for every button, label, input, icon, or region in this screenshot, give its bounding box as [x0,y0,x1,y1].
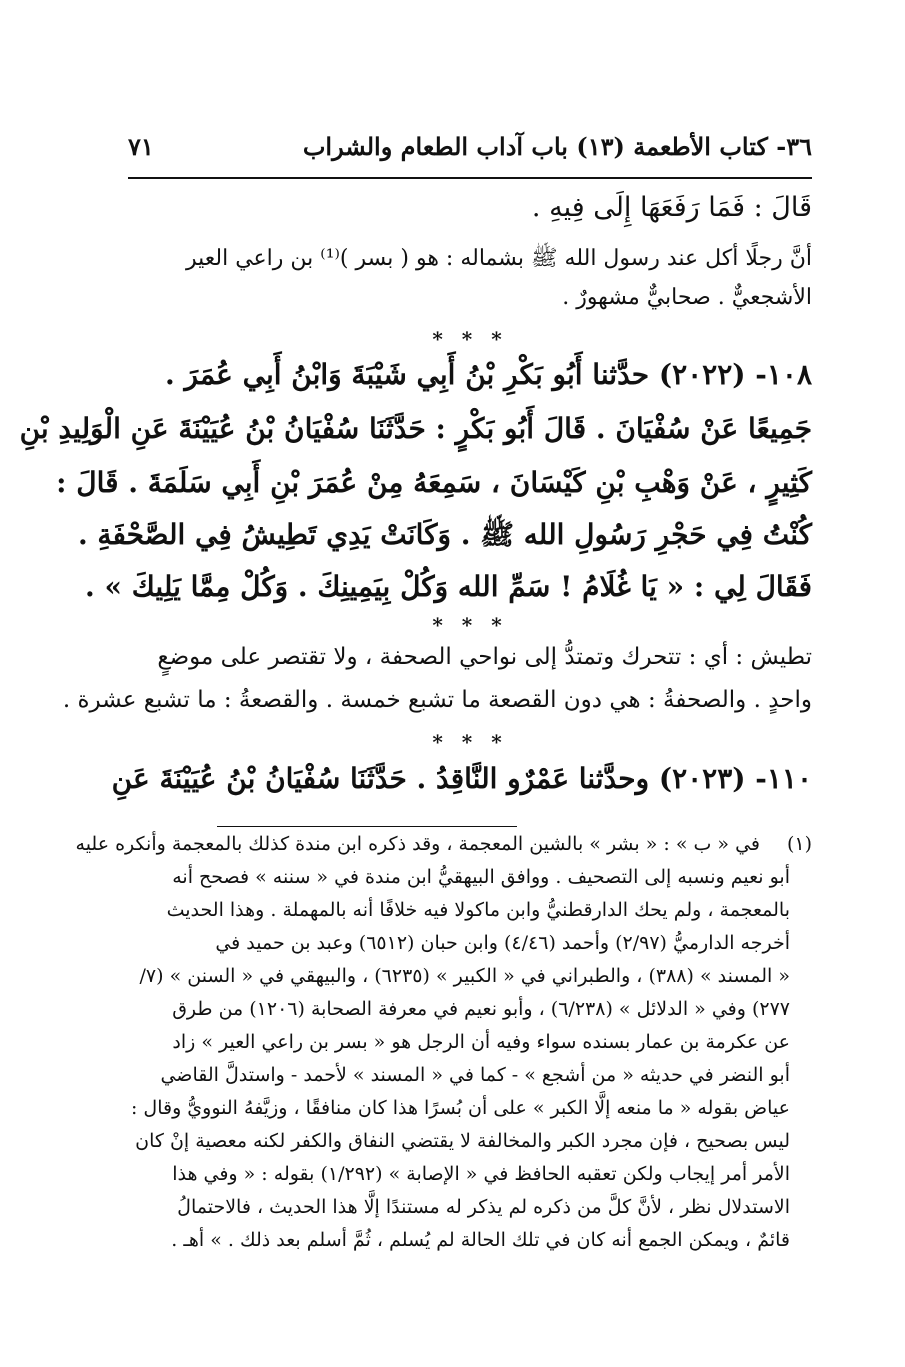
footnote-line: عياض بقوله « ما منعه إلَّا الكبر » على أن بُسرًا هذا كان منافقًا ، وزيَّفهُ النوويُّ وقال : [130,1097,790,1119]
section-separator: * * * [432,730,508,754]
gloss-line: تطيش : أي : تتحرك وتمتدُّ إلى نواحي الصحفة ، ولا تقتصر على موضعٍ [157,644,812,670]
footnote-line: ليس بصحيح ، فإن مجرد الكبر والمخالفة لا يقتضي النفاق والكفر لكنه معصية إنْ كان [135,1130,790,1152]
gloss-line: واحدٍ . والصحفةُ : هي دون القصعة ما تشبع خمسة . والقصعةُ : ما تشبع عشرة . [62,687,812,713]
footnote-line: ٢٧٧) وفي « الدلائل » (٦/٢٣٨) ، وأبو نعيم في معرفة الصحابة (١٢٠٦) من طرق [172,998,790,1020]
footnote-line: الأمر أمر إيجاب ولكن تعقبه الحافظ في « الإصابة » (١/٢٩٢) بقوله : « وفي هذا [172,1163,790,1185]
footnote-line: أبو نعيم ونسبه إلى التصحيف . ووافق البيهقيُّ ابن مندة في « سننه » فصحح أنه [172,866,790,888]
quote-line: قَالَ : فَمَا رَفَعَهَا إِلَى فِيهِ . [531,192,812,223]
page-header [128,132,812,172]
note-line: أنَّ رجلًا أكل عند رسول الله ﷺ بشماله : هو ( بسر )⁽¹⁾ بن راعي العير [186,246,812,271]
footnote-number: (١) [786,833,812,855]
running-title: ٣٦- كتاب الأطعمة (١٣) باب آداب الطعام والشراب [302,132,812,161]
footnote-line: قائمٌ ، ويمكن الجمع أنه كان في تلك الحالة لم يُسلم ، ثُمَّ أسلم بعد ذلك . » أهـ . [171,1229,790,1251]
hadith-line: كَثِيرٍ ، عَنْ وَهْبِ بْنِ كَيْسَانَ ، سَمِعَهُ مِنْ عُمَرَ بْنِ أَبِي سَلَمَةَ . قَالَ : [56,466,812,499]
footnote-line: بالمعجمة ، ولم يحك الدارقطنيُّ وابن ماكولا فيه خلافًا أنه بالمهملة . وهذا الحديث [166,899,790,921]
footnote-rule [217,826,517,827]
footnote-line: الاستدلال نظر ، لأنَّ كلَّ من ذكره لم يذكر له مستندًا إلَّا هذا الحديث ، فالاحتمالُ [177,1196,790,1218]
hadith-line: فَقَالَ لِي : « يَا غُلَامُ ! سَمِّ الله وَكُلْ بِيَمِينِكَ . وَكُلْ مِمَّا يَلِيكَ » . [85,570,812,603]
header-rule [128,177,812,179]
hadith-line: كُنْتُ فِي حَجْرِ رَسُولِ الله ﷺ . وَكَانَتْ يَدِي تَطِيشُ فِي الصَّحْفَةِ . [77,518,812,551]
footnote-line: « المسند » (٣٨٨) ، والطبراني في « الكبير » (٦٢٣٥) ، والبيهقي في « السنن » (٧/ [139,965,790,987]
footnote-line: أبو النضر في حديثه « من أشجع » - كما في « المسند » لأحمد - واستدلَّ القاضي [160,1064,790,1086]
footnote-line: عن عكرمة بن عمار بسنده سواء وفيه أن الرجل هو « بسر بن راعي العير » زاد [172,1031,790,1053]
section-separator: * * * [432,613,508,637]
section-separator: * * * [432,327,508,351]
note-line: الأشجعيٌّ . صحابيٌّ مشهورٌ . [562,285,812,310]
footnote-line: أخرجه الدارميُّ (٢/٩٧) وأحمد (٤/٤٦) وابن حبان (٦٥١٢) وعبد بن حميد في [215,932,790,954]
page-number: ٧١ [128,132,154,161]
hadith-line: جَمِيعًا عَنْ سُفْيَانَ . قَالَ أَبُو بَكْرٍ : حَدَّثَنَا سُفْيَانُ بْنُ عُيَيْنَةَ عَنِ الْوَلِيدِ بْنِ [19,412,812,445]
footnote-line [75,833,812,863]
hadith-line: ١١٠- (٢٠٢٣) وحدَّثنا عَمْرٌو النَّاقِدُ . حَدَّثَنَا سُفْيَانُ بْنُ عُيَيْنَةَ عَنِ [111,762,812,795]
footnote-text: في « ب » : « بشر » بالشين المعجمة ، وقد ذكره ابن مندة كذلك بالمعجمة وأنكره عليه [75,833,760,855]
hadith-line: ١٠٨- (٢٠٢٢) حدَّثنا أَبُو بَكْرِ بْنُ أَبِي شَيْبَةَ وَابْنُ أَبِي عُمَرَ . [165,358,812,391]
